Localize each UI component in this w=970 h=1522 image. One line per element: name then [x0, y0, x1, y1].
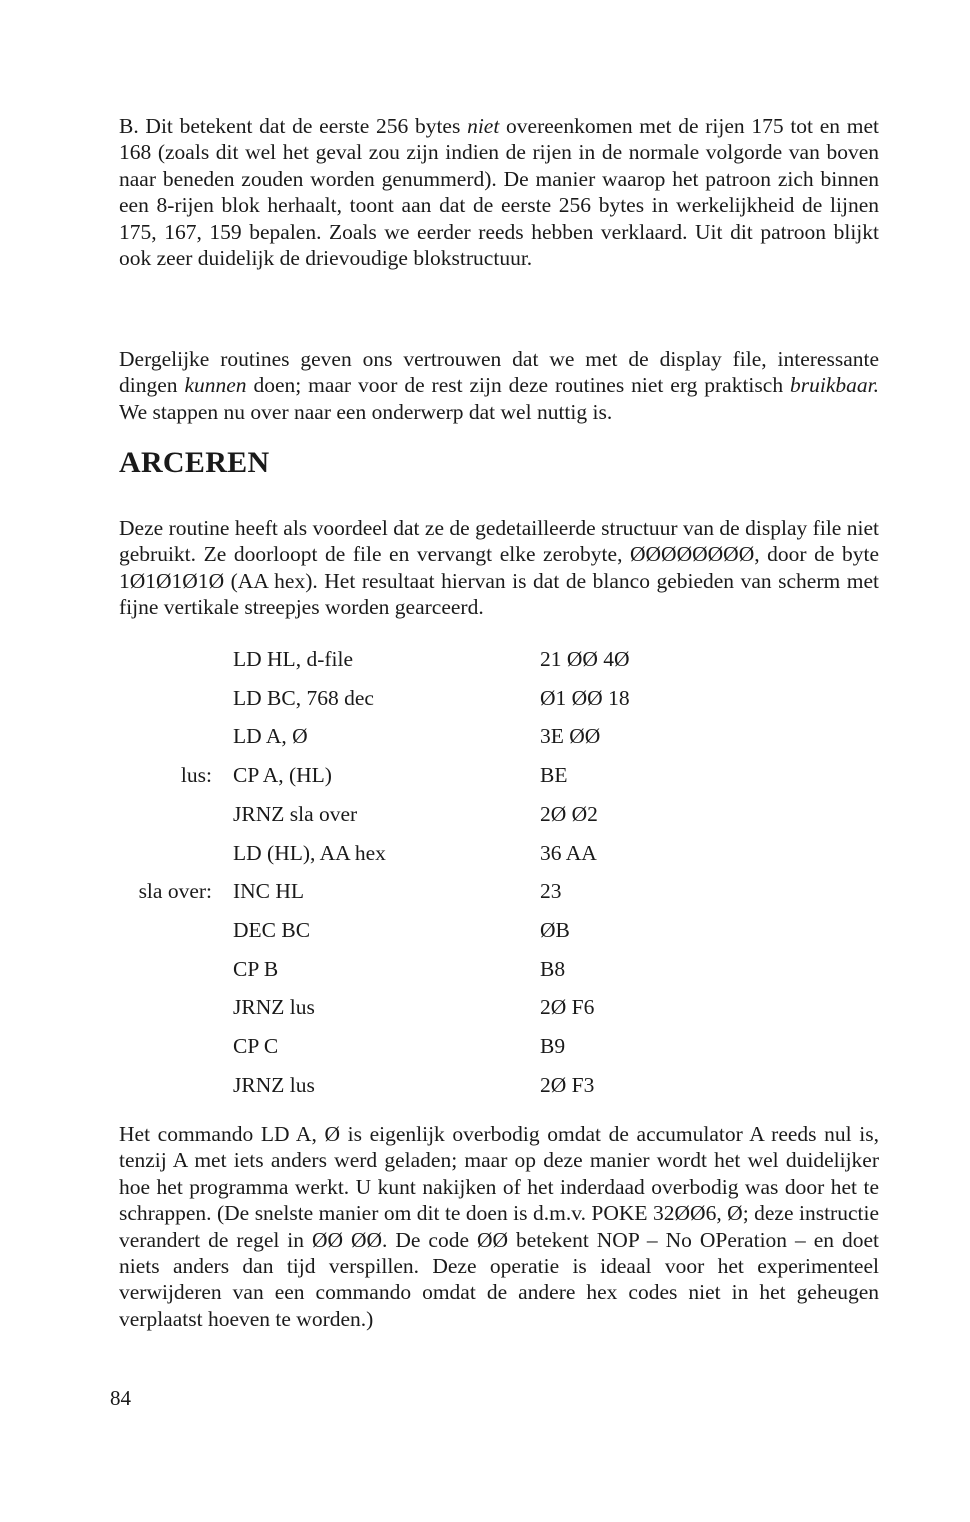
- code-hex: ØB: [540, 917, 570, 942]
- code-hex: 2Ø Ø2: [540, 801, 598, 826]
- code-instruction: CP B: [233, 956, 279, 981]
- code-hex: 36 AA: [540, 840, 597, 865]
- emphasis-text: niet: [467, 114, 500, 138]
- code-label: sla over:: [138, 879, 212, 904]
- emphasis-text: kunnen: [184, 373, 247, 398]
- code-hex: Ø1 ØØ 18: [540, 685, 630, 710]
- page-number: 84: [110, 1386, 131, 1410]
- code-instruction: JRNZ lus: [233, 1072, 315, 1097]
- code-row: [0, 795, 970, 833]
- code-row: [0, 872, 970, 910]
- code-hex: BE: [540, 763, 568, 788]
- code-instruction: JRNZ lus: [233, 995, 315, 1020]
- code-row: [0, 1027, 970, 1065]
- paragraph-text: overeenkomen met de rijen 175 tot en met 168 (zoals dit wel het geval zou zijn indien de rijen in de normale volgorde van boven naar beneden zouden worden genummerd). De manier waarop het patroon zich binnen een 8-rijen blok herhaalt, toont aan dat de eerste 256 bytes in werkelijkheid de lijnen 175, 167, 159 bepalen. Zoals we eerder reeds hebben verklaard. Uit dit patroon blijkt ook zeer duidelijk de drievoudige blokstructuur.: [119, 114, 879, 271]
- code-row: [0, 756, 970, 794]
- code-hex: 21 ØØ 4Ø: [540, 647, 630, 671]
- code-hex: 3E ØØ: [540, 724, 601, 749]
- code-row: [0, 988, 970, 1026]
- paragraph-intro: [119, 113, 879, 271]
- emphasis-text: bruikbaar.: [789, 373, 879, 398]
- code-instruction: LD HL, d-file: [233, 647, 354, 671]
- code-row: [0, 834, 970, 872]
- paragraph-routines: [119, 346, 879, 425]
- paragraph-text: doen; maar voor de rest zijn deze routines niet erg praktisch: [246, 373, 790, 398]
- code-row: [0, 717, 970, 755]
- paragraph-text: Dergelijke routines geven ons vertrouwen dat we met de display file, interessante dingen: [119, 347, 879, 398]
- code-row: [0, 640, 970, 678]
- code-instruction: CP C: [233, 1034, 279, 1058]
- section-heading: ARCEREN: [119, 446, 270, 479]
- code-hex: B9: [540, 1034, 566, 1058]
- code-hex: 2Ø F3: [540, 1072, 595, 1097]
- code-row: [0, 679, 970, 717]
- code-label: lus:: [180, 763, 212, 788]
- code-instruction: LD BC, 768 dec: [233, 685, 374, 710]
- code-instruction: DEC BC: [233, 917, 311, 942]
- code-instruction: LD A, Ø: [233, 724, 308, 749]
- paragraph-routine-description: Deze routine heeft als voordeel dat ze de gedetailleerde structuur van de display file niet gebruikt. Ze doorloopt de file en vervangt elke zerobyte, ØØØØØØØØ, door de byte 1Ø1Ø1Ø1Ø (AA hex). Het resultaat hiervan is dat de blanco gebieden van scherm met fijne vertikale streepjes worden gearceerd.: [119, 516, 879, 620]
- paragraph-text: B. Dit betekent dat de eerste 256 bytes: [119, 114, 468, 138]
- code-hex: 23: [540, 879, 562, 904]
- code-instruction: INC HL: [233, 879, 305, 904]
- code-listing: [0, 640, 970, 1120]
- code-hex: 2Ø F6: [540, 995, 595, 1020]
- code-instruction: LD (HL), AA hex: [233, 840, 386, 865]
- code-row: [0, 1066, 970, 1104]
- code-hex: B8: [540, 956, 566, 981]
- paragraph-text: We stappen nu over naar een onderwerp dat wel nuttig is.: [119, 399, 613, 424]
- code-instruction: CP A, (HL): [233, 763, 332, 788]
- code-instruction: JRNZ sla over: [233, 801, 358, 826]
- code-row: [0, 950, 970, 988]
- code-row: [0, 911, 970, 949]
- paragraph-explanation: Het commando LD A, Ø is eigenlijk overbodig omdat de accumulator A reeds nul is, tenzij A met iets anders werd geladen; maar op deze manier wordt het wel duidelijker hoe het programma werkt. U kunt nakijken of het inderdaad overbodig was door het te schrappen. (De snelste manier om dit te doen is d.m.v. POKE 32ØØ6, Ø; deze instructie verandert de regel in ØØ ØØ. De code ØØ betekent NOP – No OPeration – en doet niets anders dan tijd verspillen. Deze operatie is ideaal voor het experimenteel verwijderen van een commando omdat de andere hex codes niet in het geheugen verplaatst hoeven te worden.): [119, 1122, 879, 1331]
